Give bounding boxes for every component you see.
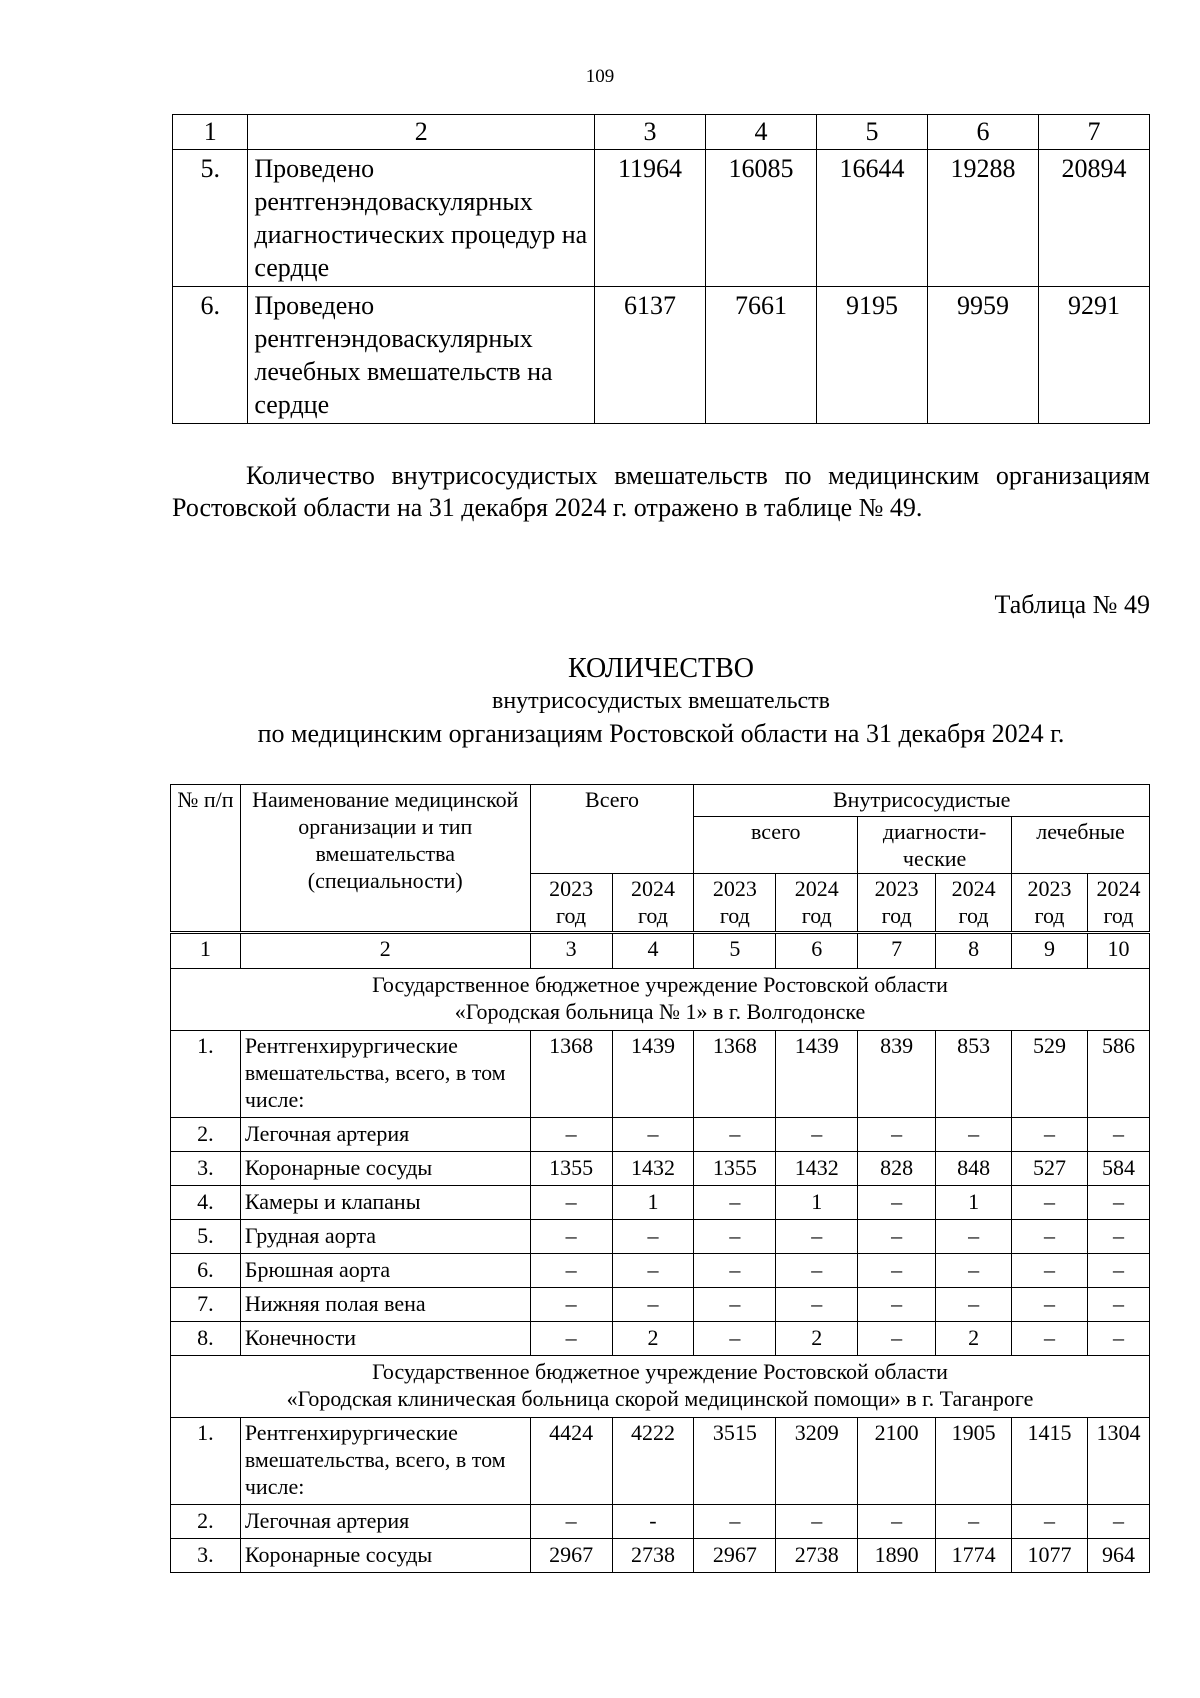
- cell-value: –: [530, 1322, 612, 1356]
- cell-value: –: [1087, 1322, 1149, 1356]
- cell-value: –: [1087, 1288, 1149, 1322]
- section-title-line: Государственное бюджетное учреждение Ростовской области: [372, 1359, 948, 1384]
- header-row: [171, 785, 1150, 817]
- cell-value: –: [776, 1254, 858, 1288]
- column-number: 4: [705, 115, 816, 150]
- table-row: [173, 150, 1150, 287]
- cell-value: –: [858, 1186, 936, 1220]
- cell-value: –: [936, 1254, 1012, 1288]
- cell-value: –: [612, 1288, 694, 1322]
- cell-value: 1304: [1087, 1418, 1149, 1505]
- cell-value: 4222: [612, 1418, 694, 1505]
- cell-value: –: [530, 1220, 612, 1254]
- cell-value: 1774: [936, 1539, 1012, 1573]
- cell-value: 1355: [694, 1152, 776, 1186]
- paragraph-text: Количество внутрисосудистых вмешательств по медицинским организациям Ростовской области на 31 декабря 2024 г. отражено в таблице № 49.: [172, 461, 1150, 522]
- column-number: 3: [530, 933, 612, 969]
- cell-value: –: [776, 1118, 858, 1152]
- cell-value: –: [858, 1288, 936, 1322]
- row-number: 6.: [173, 287, 248, 424]
- column-number: 6: [927, 115, 1038, 150]
- cell-value: 1: [612, 1186, 694, 1220]
- column-number: 8: [936, 933, 1012, 969]
- cell-value: 1439: [776, 1031, 858, 1118]
- cell-value: –: [530, 1118, 612, 1152]
- row-name: Рентгенхирургические вмешательства, всего, в том числе:: [240, 1031, 530, 1118]
- cell-value: –: [694, 1288, 776, 1322]
- row-name: Проведено рентгенэндоваскулярных лечебных вмешательств на сердце: [248, 287, 595, 424]
- row-number: 2.: [171, 1505, 241, 1539]
- cell-value: –: [936, 1118, 1012, 1152]
- cell-value: –: [1012, 1254, 1088, 1288]
- cell-value: 527: [1012, 1152, 1088, 1186]
- cell-value: 2738: [612, 1539, 694, 1573]
- cell-value: –: [776, 1288, 858, 1322]
- table-title: КОЛИЧЕСТВО: [568, 653, 754, 684]
- column-number: 4: [612, 933, 694, 969]
- cell-value: –: [1012, 1220, 1088, 1254]
- cell-value: –: [694, 1505, 776, 1539]
- cell-value: –: [936, 1220, 1012, 1254]
- row-name: Легочная артерия: [240, 1118, 530, 1152]
- header-year: 2023 год: [1012, 874, 1088, 933]
- cell-value: –: [776, 1505, 858, 1539]
- header-diagnostic: диагности-ческие: [858, 817, 1012, 874]
- header-year: 2024 год: [1087, 874, 1149, 933]
- row-name: Брюшная аорта: [240, 1254, 530, 1288]
- cell-value: 586: [1087, 1031, 1149, 1118]
- cell-value: 3515: [694, 1418, 776, 1505]
- interventions-table: [170, 784, 1150, 1573]
- header-year: 2024 год: [612, 874, 694, 933]
- column-number-row: [173, 115, 1150, 150]
- section-title: [171, 969, 1150, 1031]
- table-row: [171, 1031, 1150, 1118]
- cell-value: –: [858, 1505, 936, 1539]
- cell-value: 2: [612, 1322, 694, 1356]
- cell-value: 3209: [776, 1418, 858, 1505]
- column-number: 7: [858, 933, 936, 969]
- header-year: 2023 год: [530, 874, 612, 933]
- row-number: 5.: [171, 1220, 241, 1254]
- column-number: 10: [1087, 933, 1149, 969]
- cell-value: –: [1012, 1322, 1088, 1356]
- cell-value: –: [694, 1254, 776, 1288]
- cell-value: 1: [776, 1186, 858, 1220]
- row-name: Конечности: [240, 1322, 530, 1356]
- row-name: Коронарные сосуды: [240, 1539, 530, 1573]
- cell-value: 848: [936, 1152, 1012, 1186]
- table-row: [171, 1322, 1150, 1356]
- cell-value: –: [1012, 1288, 1088, 1322]
- cell-value: 828: [858, 1152, 936, 1186]
- section-title-line: «Городская клиническая больница скорой медицинской помощи» в г. Таганроге: [286, 1386, 1034, 1411]
- cell-value: –: [936, 1288, 1012, 1322]
- column-number: 9: [1012, 933, 1088, 969]
- row-number: 7.: [171, 1288, 241, 1322]
- cell-value: –: [858, 1322, 936, 1356]
- cell-value: 4424: [530, 1418, 612, 1505]
- row-number: 4.: [171, 1186, 241, 1220]
- row-name: Коронарные сосуды: [240, 1152, 530, 1186]
- cell-value: 1439: [612, 1031, 694, 1118]
- page-number: 109: [585, 66, 615, 87]
- cell-value: –: [612, 1118, 694, 1152]
- cell-value: 1432: [612, 1152, 694, 1186]
- cell-value: –: [530, 1186, 612, 1220]
- header-total: Всего: [530, 785, 694, 874]
- cell-value: 9959: [927, 287, 1038, 424]
- row-number: 5.: [173, 150, 248, 287]
- header-subtotal: всего: [694, 817, 858, 874]
- header-year: 2023 год: [694, 874, 776, 933]
- header-therapeutic: лечебные: [1012, 817, 1150, 874]
- cell-value: 6137: [595, 287, 706, 424]
- cell-value: –: [936, 1505, 1012, 1539]
- cell-value: –: [1087, 1220, 1149, 1254]
- column-number-row: [171, 933, 1150, 969]
- table-row: [171, 1418, 1150, 1505]
- section-title-line: «Городская больница № 1» в г. Волгодонске: [454, 999, 866, 1024]
- cell-value: 20894: [1038, 150, 1149, 287]
- cell-value: –: [1087, 1254, 1149, 1288]
- cell-value: 19288: [927, 150, 1038, 287]
- row-name: Рентгенхирургические вмешательства, всего, в том числе:: [240, 1418, 530, 1505]
- column-number: 5: [816, 115, 927, 150]
- cell-value: 2: [776, 1322, 858, 1356]
- cell-value: –: [1012, 1118, 1088, 1152]
- section-header-row: [171, 969, 1150, 1031]
- table-row: [171, 1118, 1150, 1152]
- cell-value: 584: [1087, 1152, 1149, 1186]
- row-name: Камеры и клапаны: [240, 1186, 530, 1220]
- cell-value: 839: [858, 1031, 936, 1118]
- column-number: 7: [1038, 115, 1149, 150]
- cell-value: –: [694, 1220, 776, 1254]
- cell-value: –: [694, 1118, 776, 1152]
- header-year: 2024 год: [776, 874, 858, 933]
- column-number: 2: [240, 933, 530, 969]
- cell-value: –: [1087, 1118, 1149, 1152]
- cell-value: 2: [936, 1322, 1012, 1356]
- table-row: [171, 1505, 1150, 1539]
- body-paragraph: [172, 460, 1150, 524]
- section-header-row: [171, 1356, 1150, 1418]
- header-num: № п/п: [171, 785, 241, 933]
- cell-value: 1890: [858, 1539, 936, 1573]
- cell-value: 2967: [694, 1539, 776, 1573]
- row-number: 1.: [171, 1031, 241, 1118]
- cell-value: 1905: [936, 1418, 1012, 1505]
- column-number: 6: [776, 933, 858, 969]
- table-row: [171, 1186, 1150, 1220]
- cell-value: 529: [1012, 1031, 1088, 1118]
- cell-value: –: [612, 1254, 694, 1288]
- cell-value: 1415: [1012, 1418, 1088, 1505]
- cell-value: –: [858, 1220, 936, 1254]
- table-row: [173, 287, 1150, 424]
- header-year: 2024 год: [936, 874, 1012, 933]
- cell-value: 16085: [705, 150, 816, 287]
- cell-value: –: [530, 1288, 612, 1322]
- cell-value: 964: [1087, 1539, 1149, 1573]
- cell-value: –: [858, 1254, 936, 1288]
- cell-value: –: [1012, 1186, 1088, 1220]
- row-name: Нижняя полая вена: [240, 1288, 530, 1322]
- cell-value: –: [530, 1505, 612, 1539]
- cell-value: –: [694, 1186, 776, 1220]
- cell-value: –: [1087, 1505, 1149, 1539]
- table-subtitle: внутрисосудистых вмешательств: [491, 688, 830, 714]
- cell-value: 9195: [816, 287, 927, 424]
- row-number: 8.: [171, 1322, 241, 1356]
- cell-value: 1: [936, 1186, 1012, 1220]
- row-name: Проведено рентгенэндоваскулярных диагностических процедур на сердце: [248, 150, 595, 287]
- table-row: [171, 1152, 1150, 1186]
- header-year: 2023 год: [858, 874, 936, 933]
- row-number: 3.: [171, 1152, 241, 1186]
- column-number: 1: [173, 115, 248, 150]
- cell-value: 7661: [705, 287, 816, 424]
- row-name: Легочная артерия: [240, 1505, 530, 1539]
- cell-value: 1432: [776, 1152, 858, 1186]
- cell-value: –: [694, 1322, 776, 1356]
- header-intravascular: Внутрисосудистые: [694, 785, 1150, 817]
- section-title: [171, 1356, 1150, 1418]
- cell-value: 11964: [595, 150, 706, 287]
- cell-value: 1355: [530, 1152, 612, 1186]
- cell-value: 16644: [816, 150, 927, 287]
- table-row: [171, 1288, 1150, 1322]
- table-row: [171, 1220, 1150, 1254]
- table-subtitle: по медицинским организациям Ростовской области на 31 декабря 2024 г.: [257, 719, 1065, 748]
- table-label: Таблица № 49: [994, 590, 1150, 619]
- row-number: 2.: [171, 1118, 241, 1152]
- cell-value: -: [612, 1505, 694, 1539]
- cell-value: 853: [936, 1031, 1012, 1118]
- cell-value: –: [1012, 1505, 1088, 1539]
- section-title-line: Государственное бюджетное учреждение Ростовской области: [372, 972, 948, 997]
- row-number: 6.: [171, 1254, 241, 1288]
- cell-value: –: [776, 1220, 858, 1254]
- cell-value: –: [530, 1254, 612, 1288]
- column-number: 3: [595, 115, 706, 150]
- cell-value: 2967: [530, 1539, 612, 1573]
- cell-value: 2738: [776, 1539, 858, 1573]
- continuation-table: [172, 114, 1150, 424]
- row-number: 3.: [171, 1539, 241, 1573]
- cell-value: –: [858, 1118, 936, 1152]
- row-number: 1.: [171, 1418, 241, 1505]
- cell-value: 1368: [530, 1031, 612, 1118]
- cell-value: 9291: [1038, 287, 1149, 424]
- cell-value: –: [612, 1220, 694, 1254]
- table-row: [171, 1254, 1150, 1288]
- cell-value: 1368: [694, 1031, 776, 1118]
- cell-value: 1077: [1012, 1539, 1088, 1573]
- column-number: 1: [171, 933, 241, 969]
- cell-value: –: [1087, 1186, 1149, 1220]
- cell-value: 2100: [858, 1418, 936, 1505]
- header-name: Наименование медицинской организации и тип вмешательства (специальности): [240, 785, 530, 933]
- column-number: 5: [694, 933, 776, 969]
- row-name: Грудная аорта: [240, 1220, 530, 1254]
- column-number: 2: [248, 115, 595, 150]
- table-row: [171, 1539, 1150, 1573]
